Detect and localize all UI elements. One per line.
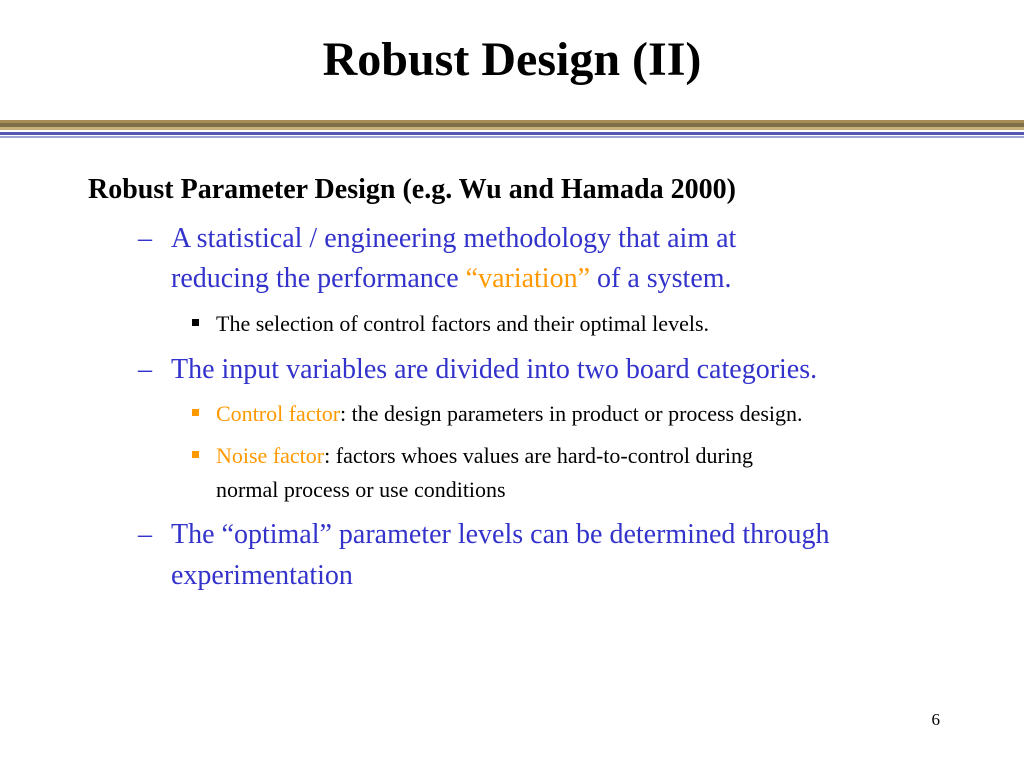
bullet-text-segment: reducing the performance [171,263,466,294]
bullet-text: A statistical / engineering methodology that aim at [171,223,737,254]
bullet-text-segment: of a system. [590,263,732,294]
term-control-factor: Control factor [216,401,341,426]
square-bullet-icon [192,319,199,326]
dash-bullet: – [138,223,152,254]
bullet-text: experimentation [171,560,353,591]
sub-bullet-text: The selection of control factors and their optimal levels. [216,311,710,336]
term-noise-factor: Noise factor [216,443,325,468]
term-definition: : factors whoes values are hard-to-control during [324,443,753,468]
bullet-text [171,259,732,299]
dash-bullet: – [138,354,152,385]
dash-bullet: – [138,519,152,550]
bullet-text: The “optimal” parameter levels can be determined through [171,519,830,550]
square-bullet-icon [192,451,199,458]
sub-bullet-text [216,439,753,473]
slide-title: Robust Design (II) [322,33,702,86]
bullet-text: The input variables are divided into two board categories. [171,354,818,385]
sub-bullet-text [216,397,803,431]
section-heading: Robust Parameter Design (e.g. Wu and Hamada 2000) [88,174,736,205]
page-number: 6 [931,710,940,729]
highlight-term: “variation” [465,263,591,294]
term-definition: : the design parameters in product or process design. [340,401,803,426]
sub-bullet-continuation: normal process or use conditions [216,477,506,502]
square-bullet-icon [192,409,199,416]
